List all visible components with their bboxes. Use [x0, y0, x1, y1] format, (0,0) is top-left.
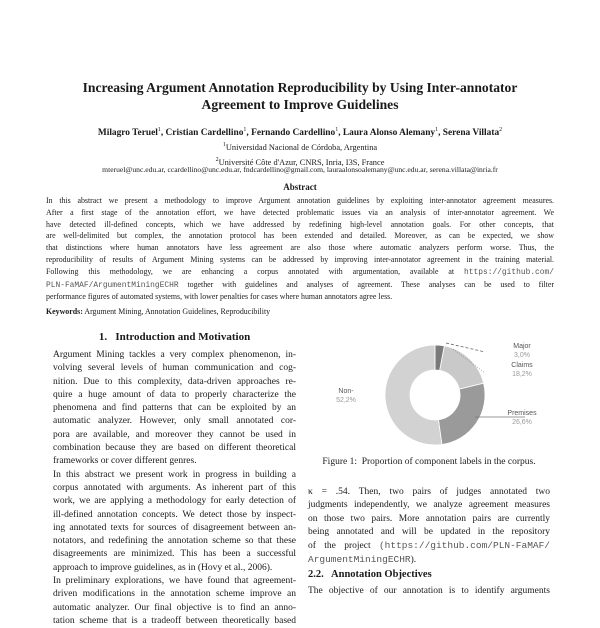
text-line: quire a huge amount of data to properly characterize the: [53, 389, 296, 400]
title-line: Increasing Argument Annotation Reproducibility by Using Inter-annotator: [82, 80, 518, 95]
text-line: volving several levels of human communication and cog-: [53, 363, 296, 374]
pie-slice-claims: [440, 346, 484, 389]
text-line: judgments independently, we analyze agreement measures: [308, 500, 550, 511]
paper-title: [0, 79, 600, 113]
slice-label-claims: Claims 18,2%: [511, 362, 533, 378]
text-line: Argument Mining tackles a very complex phenomenon, in-: [53, 350, 296, 360]
text-line: notators, and redefining the annotation scheme so that these: [53, 536, 296, 547]
text-line: on those two pairs. More annotation pairs are currently: [308, 513, 550, 524]
author: Laura Alonso Alemany$^1$: [342, 127, 439, 138]
text-line: The objective of our annotation is to identify arguments: [308, 586, 550, 596]
text-line: reproducibility of results of Argument Mining systems can be addressed by improving inter-annotator agreement in the training material.: [46, 254, 554, 264]
text-line: After a first stage of the annotation effort, we have detected problematic issues via an analysis of inter-annotator agreement. We: [46, 207, 554, 217]
text-line: κ = .54. Then, two pairs of judges annotated two: [308, 487, 550, 497]
right-column-body: [308, 486, 550, 568]
author-emails: mteruel@unc.edu.ar, ccardellino@unc.edu.ar, fndcardellino@gmail.com, lauraalonsoalemany@unc.edu.ar, serena.villata@inria.fr: [102, 165, 498, 174]
text-line: corpus annotated with arguments. As inherent part of this: [53, 482, 296, 493]
text-line: In this abstract we present work in progress in building a: [53, 469, 296, 480]
text-line: approach to improve guidelines, as in (Hovy et al., 2006).: [53, 562, 273, 573]
text-line: combination because they are based on different theoretical: [53, 443, 296, 454]
text-line: Following this methodology, we are enhancing a corpus annotated with argumentation, available at https://github.com/: [46, 266, 554, 277]
repo-link[interactable]: (https://github.com/PLN-FaMAF/: [378, 540, 550, 552]
text-line: frameworks or cover different genres.: [53, 456, 197, 467]
author: Serena Villata$^2$: [442, 127, 503, 138]
text-line: automatic analyzer. Our final objective is to find an anno-: [53, 602, 296, 613]
author: Cristian Cardellino$^1$: [165, 127, 247, 138]
title-line: Agreement to Improve Guidelines: [201, 97, 399, 112]
text-line: performance figures of automated systems, with lower penalties for cases where human annotators agree less.: [46, 292, 393, 302]
text-line: PLN-FaMAF/ArgumentMiningECHR together with guidelines and analyses of agreement. These analyses can be used to filter: [46, 279, 554, 290]
text-line: work, we are applying a methodology for early detection of: [53, 496, 296, 507]
author-list: Milagro Teruel$^1$, Cristian Cardellino$^1$, Fernando Cardellino$^1$, Laura Alonso Alemany$^1$, Serena Villata$^2$: [97, 127, 503, 138]
text-line: of the project (https://github.com/PLN-FaMAF/: [308, 540, 550, 552]
text-line: pora are available, and moreover they cannot be used in: [53, 429, 296, 440]
section-2-2-body: [308, 585, 550, 598]
text-line: In preliminary explorations, we have found that agreement-: [53, 576, 296, 587]
text-line: tation scheme that is a tradeoff between theoretically based: [53, 615, 296, 626]
section-heading: 1. Introduction and Motivation: [98, 331, 251, 343]
text-line: In this abstract we present a methodology to improve Argument annotation guidelines by exploiting inter-annotator agreement measures.: [46, 196, 554, 205]
text-line: automatic analyzer. However, only small annotated cor-: [53, 416, 296, 427]
abstract-heading: Abstract: [283, 182, 317, 192]
text-line: being annotated and will be updated in the repository: [308, 526, 550, 537]
keywords: Keywords: Argument Mining, Annotation Guidelines, Reproducibility: [46, 307, 271, 316]
text-line: have detected ill-defined concepts, which we have addressed by redefining high-level annotation goals. For other concepts, that: [46, 219, 554, 229]
slice-label-non: Non- 52,2%: [336, 388, 356, 404]
pie-slice-premises: [438, 383, 485, 444]
text-line: are well-delimited but complex, the annotation protocol has been extended and detailed. Moreover, as can be expected, we show: [46, 231, 554, 241]
text-line: disagreements are minimized. This has been a successful: [53, 549, 296, 560]
figure-caption: Figure 1: Proportion of component labels in the corpus.: [322, 457, 536, 467]
abstract-body: [46, 195, 554, 303]
section-1-body: [53, 349, 296, 628]
text-line: that distinctions where human annotators have less agreement are also those where automatic analyzers perform worse. Thus, the: [46, 243, 554, 253]
author: Fernando Cardellino$^1$: [251, 127, 339, 138]
author: Milagro Teruel$^1$: [97, 127, 161, 138]
affiliation: $^1$Universidad Nacional de Córdoba, Argentina: [222, 142, 378, 152]
text-line: driven modifications in the annotation scheme improve an: [53, 589, 296, 600]
section-heading: 2.2. Annotation Objectives: [308, 569, 432, 580]
slice-label-premises: Premises 26,6%: [507, 410, 537, 426]
text-line: phenomena and find patterns that can be exploited by an: [53, 403, 296, 414]
text-line: ing annotated texts for sources of disagreement between an-: [53, 522, 296, 533]
text-line: ill-defined annotation concepts. We detect those by inspect-: [53, 509, 296, 520]
slice-label-major: Major 3,0%: [513, 343, 531, 359]
pie-slice-non: [385, 345, 442, 445]
affiliation: $^2$Université Côte d'Azur, CNRS, Inria, I3S, France: [215, 157, 385, 167]
repo-link[interactable]: PLN-FaMAF/ArgumentMiningECHR: [46, 280, 179, 290]
text-line: nition. Due to this complexity, data-driven approaches re-: [53, 376, 296, 387]
repo-link[interactable]: ArgumentMiningECHR: [308, 554, 411, 566]
repo-link[interactable]: https://github.com/: [464, 267, 554, 277]
text-line: ArgumentMiningECHR).: [308, 554, 417, 566]
